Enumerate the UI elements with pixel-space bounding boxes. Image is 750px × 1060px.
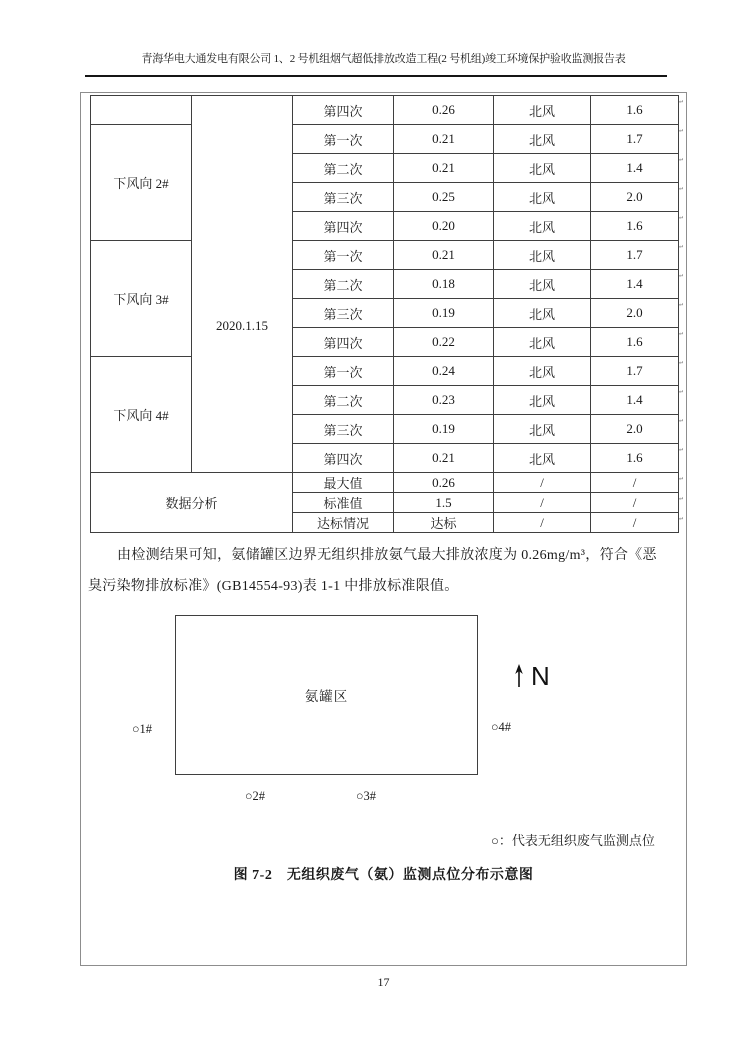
table-row xyxy=(91,125,679,154)
north-label: N xyxy=(531,661,550,691)
wind-dir-cell: 北风 xyxy=(494,241,591,270)
cell-end-mark: ↵ xyxy=(679,97,684,105)
seq-cell: 第一次 xyxy=(293,357,394,386)
cell-end-mark: ↵ xyxy=(679,387,684,395)
seq-cell: 第二次 xyxy=(293,270,394,299)
cell-end-mark: ↵ xyxy=(679,514,684,522)
monitoring-point-marker-1: ○1# xyxy=(132,722,153,736)
wind-dir-cell: 北风 xyxy=(494,415,591,444)
value-cell: 0.21 xyxy=(394,125,494,154)
wind-dir-cell: / xyxy=(494,513,591,533)
wind-speed-cell: 1.6 xyxy=(591,96,679,125)
seq-cell: 第一次 xyxy=(293,241,394,270)
value-cell: 0.19 xyxy=(394,299,494,328)
analysis-label-cell: 数据分析 xyxy=(91,473,293,533)
wind-dir-cell: 北风 xyxy=(494,212,591,241)
value-cell: 0.26 xyxy=(394,96,494,125)
cell-end-mark: ↵ xyxy=(679,300,684,308)
wind-dir-cell: 北风 xyxy=(494,299,591,328)
monitoring-table-body xyxy=(91,96,679,533)
wind-speed-cell: 1.7 xyxy=(591,241,679,270)
wind-speed-cell: / xyxy=(591,473,679,493)
monitoring-point-marker-3: ○3# xyxy=(356,789,377,803)
wind-dir-cell: 北风 xyxy=(494,270,591,299)
table-row xyxy=(91,357,679,386)
cell-end-mark: ↵ xyxy=(679,184,684,192)
value-cell: 0.26 xyxy=(394,473,494,493)
cell-end-mark: ↵ xyxy=(679,474,684,482)
value-cell: 0.18 xyxy=(394,270,494,299)
cell-end-mark: ↵ xyxy=(679,329,684,337)
analysis-item-cell: 最大值 xyxy=(293,473,394,493)
cell-end-mark: ↵ xyxy=(679,445,684,453)
wind-dir-cell: 北风 xyxy=(494,357,591,386)
cell-end-mark: ↵ xyxy=(679,155,684,163)
seq-cell: 第四次 xyxy=(293,444,394,473)
wind-dir-cell: 北风 xyxy=(494,154,591,183)
ammonia-tank-area-label: 氨罐区 xyxy=(304,689,349,704)
cell-end-mark: ↵ xyxy=(679,416,684,424)
value-cell: 0.21 xyxy=(394,154,494,183)
monitoring-point-marker-2: ○2# xyxy=(245,789,266,803)
wind-dir-cell: / xyxy=(494,473,591,493)
seq-cell: 第二次 xyxy=(293,386,394,415)
wind-dir-cell: 北风 xyxy=(494,96,591,125)
result-paragraph xyxy=(88,540,670,602)
date-cell: 2020.1.15 xyxy=(192,96,293,473)
seq-cell: 第一次 xyxy=(293,125,394,154)
seq-cell: 第三次 xyxy=(293,183,394,212)
value-cell: 0.22 xyxy=(394,328,494,357)
seq-cell: 第二次 xyxy=(293,154,394,183)
wind-speed-cell: 2.0 xyxy=(591,183,679,212)
table-row xyxy=(91,241,679,270)
wind-dir-cell: 北风 xyxy=(494,125,591,154)
wind-dir-cell: 北风 xyxy=(494,444,591,473)
cell-end-mark: ↵ xyxy=(679,242,684,250)
wind-speed-cell: 1.7 xyxy=(591,357,679,386)
analysis-item-cell: 标准值 xyxy=(293,493,394,513)
value-cell: 0.19 xyxy=(394,415,494,444)
wind-speed-cell: 1.7 xyxy=(591,125,679,154)
value-cell: 0.23 xyxy=(394,386,494,415)
cell-end-mark: ↵ xyxy=(679,494,684,502)
cell-end-mark: ↵ xyxy=(679,358,684,366)
wind-speed-cell: / xyxy=(591,513,679,533)
group-cell: 下风向 2# xyxy=(91,125,192,241)
group-cell: 下风向 3# xyxy=(91,241,192,357)
header-rule xyxy=(85,75,667,77)
result-paragraph-line1: 由检测结果可知，氨储罐区边界无组织排放氨气最大排放浓度为 0.26mg/m³，符合《恶 xyxy=(117,548,657,563)
analysis-item-cell: 达标情况 xyxy=(293,513,394,533)
page-title: 青海华电大通发电有限公司 1、2 号机组烟气超低排放改造工程(2 号机组)竣工环境保护验收监测报告表 xyxy=(141,53,626,65)
ammonia-tank-area-box xyxy=(175,615,478,775)
cell-end-mark: ↵ xyxy=(679,271,684,279)
result-paragraph-line2: 臭污染物排放标准》(GB14554-93)表 1-1 中排放标准限值。 xyxy=(88,579,459,594)
wind-speed-cell: 1.6 xyxy=(591,328,679,357)
wind-speed-cell: / xyxy=(591,493,679,513)
group-cell: 下风向 4# xyxy=(91,357,192,473)
page-number: 17 xyxy=(377,975,390,989)
wind-speed-cell: 2.0 xyxy=(591,299,679,328)
value-cell: 0.20 xyxy=(394,212,494,241)
value-cell: 0.24 xyxy=(394,357,494,386)
wind-dir-cell: 北风 xyxy=(494,328,591,357)
value-cell: 达标 xyxy=(394,513,494,533)
seq-cell: 第四次 xyxy=(293,212,394,241)
monitoring-table xyxy=(90,95,679,533)
wind-dir-cell: 北风 xyxy=(494,183,591,212)
seq-cell: 第四次 xyxy=(293,96,394,125)
value-cell: 1.5 xyxy=(394,493,494,513)
wind-dir-cell: 北风 xyxy=(494,386,591,415)
seq-cell: 第四次 xyxy=(293,328,394,357)
wind-speed-cell: 1.4 xyxy=(591,386,679,415)
cell-end-mark: ↵ xyxy=(679,213,684,221)
north-arrow-icon xyxy=(512,663,526,689)
figure-caption: 图 7-2 无组织废气（氨）监测点位分布示意图 xyxy=(233,868,534,883)
wind-speed-cell: 1.4 xyxy=(591,154,679,183)
cell-end-mark: ↵ xyxy=(679,126,684,134)
table-row xyxy=(91,473,679,493)
wind-speed-cell: 1.6 xyxy=(591,444,679,473)
diagram-legend: ○：代表无组织废气监测点位 xyxy=(491,833,655,848)
wind-speed-cell: 1.4 xyxy=(591,270,679,299)
wind-speed-cell: 1.6 xyxy=(591,212,679,241)
table-row xyxy=(91,96,679,125)
seq-cell: 第三次 xyxy=(293,299,394,328)
seq-cell: 第三次 xyxy=(293,415,394,444)
group-cell-empty xyxy=(91,96,192,125)
value-cell: 0.21 xyxy=(394,241,494,270)
wind-speed-cell: 2.0 xyxy=(591,415,679,444)
wind-dir-cell: / xyxy=(494,493,591,513)
monitoring-point-marker-4: ○4# xyxy=(491,720,512,734)
value-cell: 0.25 xyxy=(394,183,494,212)
value-cell: 0.21 xyxy=(394,444,494,473)
